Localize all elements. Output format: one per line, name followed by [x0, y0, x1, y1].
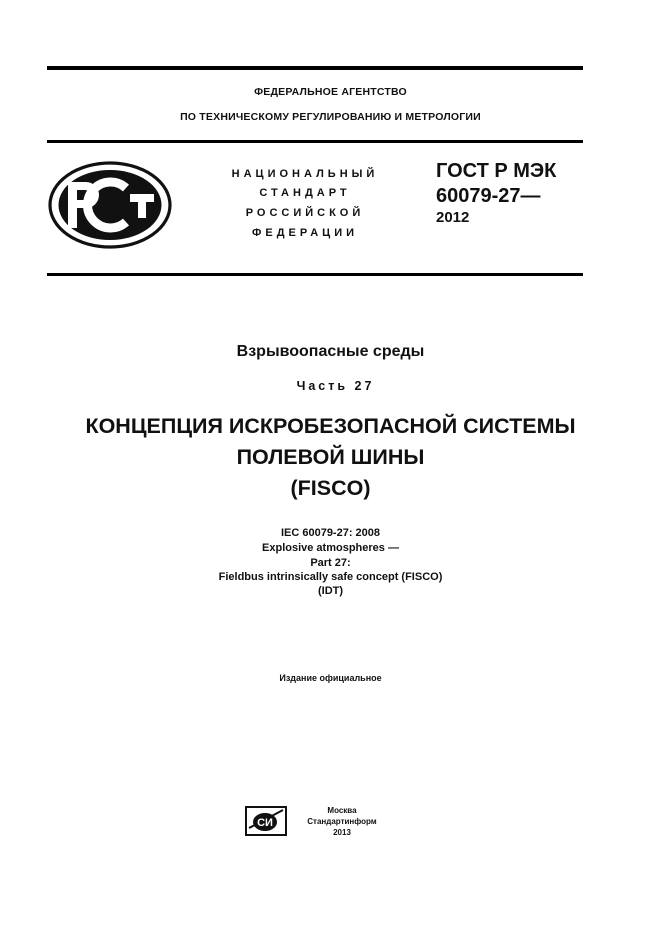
iec-part: Part 27: [310, 557, 351, 569]
iec-subtitle: Fieldbus intrinsically safe concept (FISCO) [218, 571, 443, 583]
agency-line-1: ФЕДЕРАЛЬНОЕ АГЕНТСТВО [254, 86, 407, 98]
main-title-line-2: ПОЛЕВОЙ ШИНЫ [236, 445, 425, 469]
publisher-city: Москва [327, 806, 357, 815]
designation-line-2: 60079-27— [436, 185, 541, 207]
designation-line-3: 2012 [436, 209, 470, 226]
iec-equivalence: (IDT) [317, 585, 344, 597]
agency-line-2: ПО ТЕХНИЧЕСКОМУ РЕГУЛИРОВАНИЮ И МЕТРОЛОГИИ [180, 111, 481, 123]
main-title-line-1: КОНЦЕПЦИЯ ИСКРОБЕЗОПАСНОЙ СИСТЕМЫ [85, 414, 576, 438]
gost-r-certification-mark-icon [46, 160, 174, 250]
iec-reference: IEC 60079-27: 2008 [280, 527, 381, 539]
main-title-line-3: (FISCO) [290, 476, 371, 500]
subject-title: Взрывоопасные среды [236, 343, 425, 360]
top-rule [47, 66, 583, 70]
edition-label: Издание официальное [279, 673, 382, 683]
national-standard-line-4: ФЕДЕРАЦИИ [251, 227, 359, 239]
national-standard-line-1: НАЦИОНАЛЬНЫЙ [231, 168, 379, 180]
middle-rule [47, 273, 583, 276]
iec-title: Explosive atmospheres — [262, 542, 399, 554]
publisher-year: 2013 [333, 828, 351, 837]
national-standard-line-3: РОССИЙСКОЙ [245, 207, 365, 219]
designation-line-1: ГОСТ Р МЭК [436, 160, 557, 182]
svg-text:СИ: СИ [257, 817, 273, 829]
part-label: Часть 27 [296, 379, 375, 393]
publisher-name: Стандартинформ [307, 817, 377, 826]
standartinform-logo-icon [245, 806, 287, 836]
national-standard-line-2: СТАНДАРТ [259, 187, 351, 199]
header-rule [47, 140, 583, 143]
